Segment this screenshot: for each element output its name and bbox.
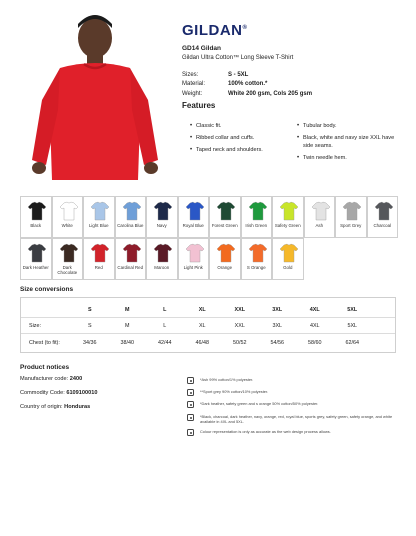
colour-name: Dark Chocolate <box>57 265 78 275</box>
colour-name: Black <box>30 223 42 228</box>
colour-swatch[interactable] <box>115 238 147 280</box>
list-item: *Dark heather, safety green and s orange 50% cotton/50% polyester. <box>187 401 397 408</box>
product-notes <box>187 377 397 441</box>
colour-name: Irish Green <box>245 223 268 228</box>
colour-swatch[interactable] <box>241 238 273 280</box>
colour-name: Royal Blue <box>182 223 204 228</box>
spec-sizes: Sizes: S - 5XL <box>182 71 249 78</box>
feature-item: • Classic fit. <box>190 123 286 131</box>
colour-swatch[interactable] <box>272 238 304 280</box>
colour-swatch[interactable] <box>304 196 336 238</box>
colour-swatch[interactable] <box>52 238 84 280</box>
colour-name: Orange <box>217 265 233 270</box>
colour-name: Light Pink <box>183 265 203 270</box>
colour-name: Forest Green <box>211 223 238 228</box>
colour-swatch[interactable] <box>335 196 367 238</box>
shirt-swatch-icon <box>58 243 80 264</box>
colour-swatch[interactable] <box>52 196 84 238</box>
shirt-swatch-icon <box>26 201 48 222</box>
divider <box>21 333 395 334</box>
colour-swatch[interactable] <box>146 196 178 238</box>
features-list-left <box>190 123 286 159</box>
manufacturer-code: Manufacturer code: 2400 <box>20 376 83 382</box>
product-specs <box>182 70 312 99</box>
shirt-swatch-icon <box>247 243 269 264</box>
features-heading: Features <box>182 101 216 110</box>
product-code: GD14 Gildan <box>182 45 222 52</box>
product-notices-heading: Product notices <box>20 364 70 371</box>
colour-swatch[interactable] <box>115 196 147 238</box>
shirt-swatch-icon <box>247 201 269 222</box>
shirt-swatch-icon <box>121 243 143 264</box>
shirt-swatch-icon <box>184 243 206 264</box>
colour-swatch[interactable] <box>20 238 52 280</box>
shirt-swatch-icon <box>89 201 111 222</box>
colour-swatch[interactable] <box>209 196 241 238</box>
colour-swatch[interactable] <box>146 238 178 280</box>
feature-item: • Tubular body. <box>297 123 397 131</box>
feature-item: • Ribbed collar and cuffs. <box>190 135 286 143</box>
colour-swatch[interactable] <box>20 196 52 238</box>
product-notice-fields <box>20 376 97 418</box>
colour-name: S Orange <box>246 265 266 270</box>
info-icon <box>187 401 194 408</box>
shirt-swatch-icon <box>152 201 174 222</box>
feature-item: • Taped neck and shoulders. <box>190 147 286 155</box>
colour-name: Maroon <box>154 265 170 270</box>
info-icon <box>187 414 194 421</box>
feature-item: • Black, white and navy size XXL have side seams. <box>297 135 397 150</box>
colour-name: Gold <box>283 265 293 270</box>
colour-name: Ash <box>315 223 324 228</box>
table-row: Size: S M L XL XXL 3XL 4XL 5XL <box>29 323 358 329</box>
colour-name: Navy <box>156 223 167 228</box>
shirt-swatch-icon <box>278 243 300 264</box>
info-icon <box>187 377 194 384</box>
list-item: *Ash 99% cotton/1% polyester. <box>187 377 397 384</box>
product-name: Gildan Ultra Cotton™ Long Sleeve T-Shirt <box>182 55 294 61</box>
feature-item: • Twin needle hem. <box>297 155 397 163</box>
colour-name: Red <box>94 265 103 270</box>
features-list-right <box>297 123 397 167</box>
list-item: *Black, charcoal, dark heather, navy, orange, red, royal blue, sports grey, safety green, safety orange, and white available in 4XL and 5XL. <box>187 414 397 424</box>
colour-swatch[interactable] <box>83 238 115 280</box>
colour-name: Charcoal <box>373 223 392 228</box>
colour-swatch[interactable] <box>178 196 210 238</box>
shirt-swatch-icon <box>121 201 143 222</box>
colour-swatch[interactable] <box>178 238 210 280</box>
size-table-header: S M L XL XXL 3XL 4XL 5XL <box>87 307 358 313</box>
shirt-swatch-icon <box>341 201 363 222</box>
spec-material: Material: 100% cotton.* <box>182 81 268 88</box>
colour-name: Dark Heather <box>22 265 49 270</box>
colour-swatch-grid <box>20 196 398 280</box>
colour-name: Carolina Blue <box>117 223 144 228</box>
shirt-swatch-icon <box>215 243 237 264</box>
model-in-red-shirt-image <box>20 0 170 185</box>
shirt-swatch-icon <box>373 201 395 222</box>
colour-swatch[interactable] <box>241 196 273 238</box>
shirt-swatch-icon <box>58 201 80 222</box>
shirt-swatch-icon <box>184 201 206 222</box>
colour-name: Light Blue <box>88 223 109 228</box>
commodity-code: Commodity Code: 6109100010 <box>20 390 98 396</box>
gildan-logo: GILDAN® <box>182 22 248 39</box>
colour-swatch[interactable] <box>272 196 304 238</box>
colour-name: Cardinal Red <box>117 265 144 270</box>
info-icon <box>187 389 194 396</box>
product-photo <box>20 0 170 185</box>
list-item: Colour representation is only as accurate as the web design process allows. <box>187 429 397 436</box>
divider <box>21 317 395 318</box>
shirt-swatch-icon <box>278 201 300 222</box>
colour-name: Sport Grey <box>340 223 362 228</box>
shirt-swatch-icon <box>152 243 174 264</box>
size-conversions-heading: Size conversions <box>20 286 74 293</box>
colour-name: Safety Green <box>274 223 301 228</box>
colour-name: White <box>61 223 73 228</box>
colour-swatch[interactable] <box>367 196 399 238</box>
shirt-swatch-icon <box>310 201 332 222</box>
colour-swatch[interactable] <box>83 196 115 238</box>
size-conversion-table <box>20 297 396 353</box>
colour-swatch[interactable] <box>209 238 241 280</box>
info-icon <box>187 429 194 436</box>
spec-weight: Weight: White 200 gsm, Cols 205 gsm <box>182 90 313 97</box>
shirt-swatch-icon <box>26 243 48 264</box>
table-row: Chest (to fit): 34/36 38/40 42/44 46/48 50/52 54/56 58/60 62/64 <box>29 340 359 346</box>
list-item: **Sport grey 90% cotton/10% polyester. <box>187 389 397 396</box>
shirt-swatch-icon <box>215 201 237 222</box>
shirt-swatch-icon <box>89 243 111 264</box>
country-of-origin: Country of origin: Honduras <box>20 404 91 410</box>
